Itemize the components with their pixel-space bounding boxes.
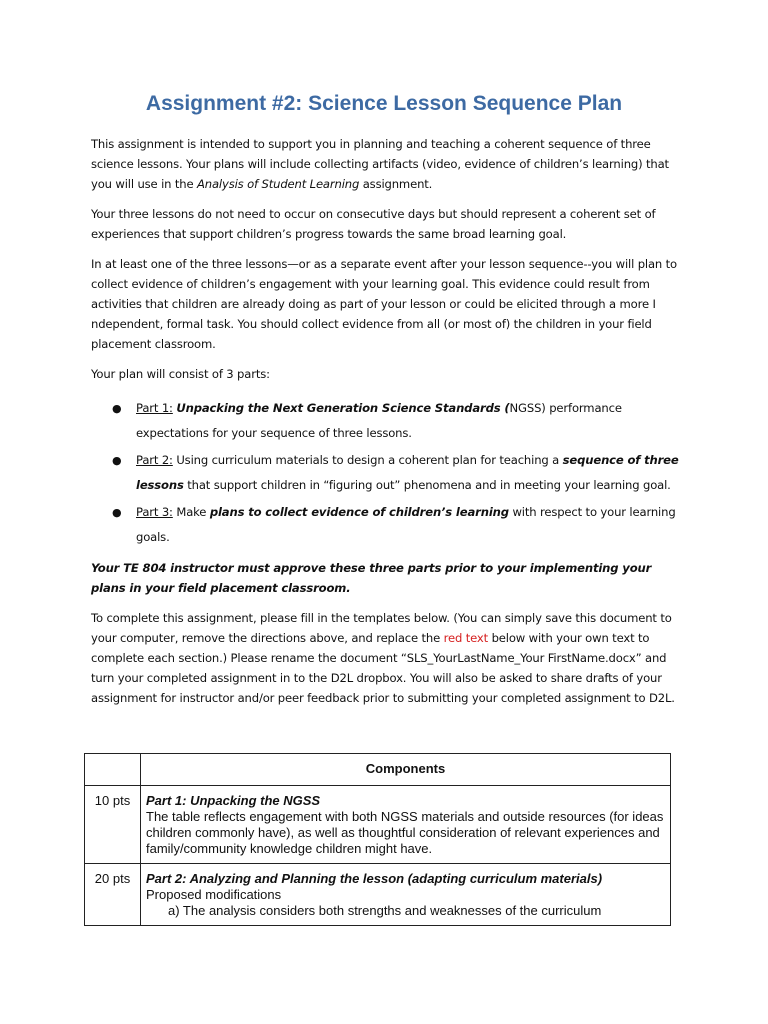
part-label: Part 1: xyxy=(136,401,173,415)
bullet-icon: ● xyxy=(112,454,122,467)
red-text-sample: red text xyxy=(443,631,489,645)
table-header-row xyxy=(85,754,671,786)
part-text: Using curriculum materials to design a coherent plan for teaching a xyxy=(172,453,563,467)
part-text: Make xyxy=(172,505,210,519)
lessons-paragraph: Your three lessons do not need to occur on consecutive days but should represent a coherent set of experiences that support children’s progress towards the same broad learning goal. xyxy=(91,207,656,241)
header-empty-cell xyxy=(85,754,141,786)
instructions-text-end: below with your own text to complete each section.) Please rename the document “SLS_YourLastName_Your FirstName.docx” and turn your completed assignment in to the D2L dropbox. You will also be asked to share drafts of your assignment for instructor and/or peer feedback prior to submitting your completed assignment to D2L. xyxy=(91,631,675,705)
part-text: that support children in “figuring out” phenomena and in meeting your learning goal. xyxy=(183,478,671,492)
instructions-paragraph xyxy=(91,608,681,708)
part-label: Part 2: xyxy=(136,453,173,467)
components-header: Components xyxy=(141,754,671,786)
instructions-text: To complete this assignment, please fill in the templates below. (You can simply save this document to your computer, remove the directions above, and replace the xyxy=(91,611,672,645)
component-subitem: a) The analysis considers both strengths and weaknesses of the curriculum xyxy=(168,903,602,918)
list-item xyxy=(112,448,681,498)
list-item xyxy=(112,396,681,446)
parts-intro: Your plan will consist of 3 parts: xyxy=(91,367,270,381)
component-cell xyxy=(141,786,671,864)
bullet-icon: ● xyxy=(112,402,122,415)
component-description: Proposed modifications xyxy=(146,887,282,902)
bullet-icon: ● xyxy=(112,506,122,519)
intro-paragraph xyxy=(91,134,681,194)
approval-note: Your TE 804 instructor must approve these three parts prior to your implementing your plans in your field placement classroom. xyxy=(91,561,652,595)
part-label: Part 3: xyxy=(136,505,173,519)
part-emphasis: plans to collect evidence of children’s learning xyxy=(209,505,509,519)
component-cell xyxy=(141,864,671,926)
points-cell: 20 pts xyxy=(85,864,141,926)
component-title: Part 2: Analyzing and Planning the lesson (adapting curriculum materials) xyxy=(146,871,603,886)
part-emphasis: sequence of three lessons xyxy=(136,453,679,492)
page-title: Assignment #2: Science Lesson Sequence Plan xyxy=(145,92,623,115)
list-item xyxy=(112,500,681,550)
component-description: The table reflects engagement with both NGSS materials and outside resources (for ideas children commonly have), as well as thoughtful consideration of relevant experiences and family/community knowledge children might have. xyxy=(146,809,664,856)
part-text: with respect to your learning goals. xyxy=(136,505,676,544)
parts-list xyxy=(91,396,681,550)
evidence-paragraph: In at least one of the three lessons—or as a separate event after your lesson sequence--you will plan to collect evidence of children’s engagement with your learning goal. This evidence could result from activities that children are already doing as part of your lesson or could be elicited through a more I ndependent, formal task. You should collect evidence from all (or most of) the children in your field placement classroom. xyxy=(91,257,677,351)
component-title: Part 1: Unpacking the NGSS xyxy=(146,793,321,808)
rubric-table xyxy=(84,753,671,926)
part-emphasis: Unpacking the Next Generation Science Standards ( xyxy=(176,401,510,415)
intro-italic-text: Analysis of Student Learning xyxy=(197,177,360,191)
part-text: NGSS) performance expectations for your sequence of three lessons. xyxy=(136,401,622,440)
table-row xyxy=(85,864,671,926)
intro-text-end: assignment. xyxy=(359,177,433,191)
document-body xyxy=(91,134,681,718)
points-cell: 10 pts xyxy=(85,786,141,864)
intro-text: This assignment is intended to support you in planning and teaching a coherent sequence of three science lessons. Your plans will include collecting artifacts (video, evidence of children’s learning) that you will use in the xyxy=(91,137,669,191)
table-row xyxy=(85,786,671,864)
